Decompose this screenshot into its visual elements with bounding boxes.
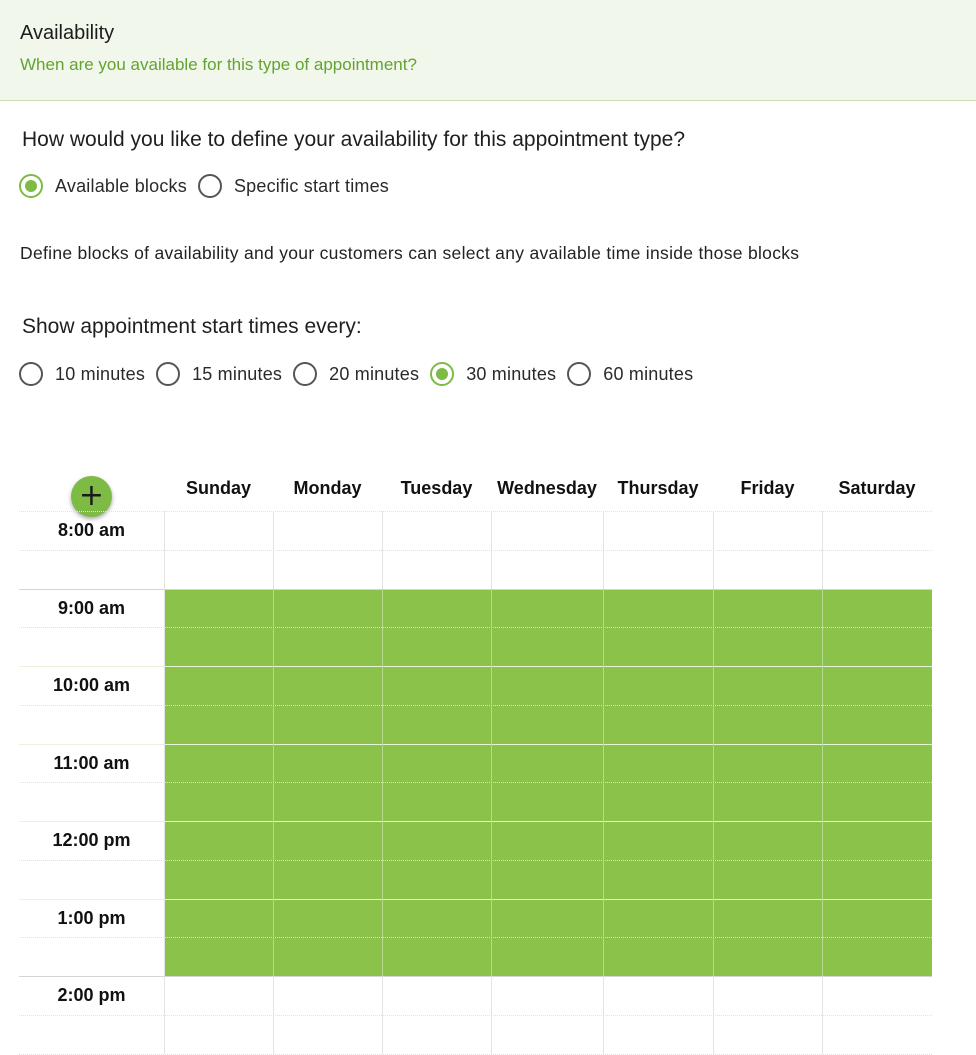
grid-row-line — [19, 976, 932, 977]
empty-slot[interactable] — [713, 976, 822, 1015]
available-slot[interactable] — [713, 860, 822, 899]
available-slot[interactable] — [382, 589, 491, 628]
available-slot[interactable] — [603, 860, 713, 899]
grid-column-line — [491, 589, 492, 977]
available-slot[interactable] — [273, 782, 382, 821]
empty-slot[interactable] — [382, 1015, 491, 1054]
day-header-tuesday: Tuesday — [400, 478, 473, 498]
available-slot[interactable] — [603, 782, 713, 821]
available-slot[interactable] — [713, 744, 822, 783]
empty-slot[interactable] — [822, 511, 932, 550]
available-slot[interactable] — [713, 899, 822, 938]
available-slot[interactable] — [164, 860, 273, 899]
available-slot[interactable] — [713, 782, 822, 821]
available-slot[interactable] — [164, 821, 273, 860]
available-slot[interactable] — [382, 705, 491, 744]
day-header-friday: Friday — [740, 478, 795, 498]
available-slot[interactable] — [603, 744, 713, 783]
grid-row-line — [19, 1054, 932, 1055]
interval-label: Show appointment start times every: — [22, 315, 362, 338]
available-slot[interactable] — [713, 705, 822, 744]
available-slot[interactable] — [822, 627, 932, 666]
empty-slot[interactable] — [273, 550, 382, 589]
available-slot[interactable] — [491, 860, 603, 899]
available-slot[interactable] — [603, 821, 713, 860]
radio-button-icon[interactable] — [156, 362, 180, 386]
available-slot[interactable] — [603, 589, 713, 628]
available-slot[interactable] — [491, 782, 603, 821]
section-header — [0, 0, 976, 101]
available-slot[interactable] — [713, 666, 822, 705]
available-slot[interactable] — [164, 937, 273, 976]
time-label: 1:00 pm — [57, 907, 126, 928]
interval-radio-group — [19, 362, 704, 386]
day-header-sunday: Sunday — [185, 478, 251, 498]
grid-row-line — [19, 666, 932, 667]
empty-slot[interactable] — [491, 1015, 603, 1054]
empty-slot[interactable] — [491, 511, 603, 550]
radio-button-icon[interactable] — [293, 362, 317, 386]
day-header-monday: Monday — [293, 478, 362, 498]
grid-row-line — [19, 550, 932, 551]
available-slot[interactable] — [713, 589, 822, 628]
available-slot[interactable] — [382, 744, 491, 783]
available-slot[interactable] — [273, 666, 382, 705]
empty-slot[interactable] — [603, 1015, 713, 1054]
available-slot[interactable] — [273, 821, 382, 860]
empty-slot[interactable] — [713, 511, 822, 550]
available-slot[interactable] — [273, 705, 382, 744]
grid-row-line — [19, 1015, 932, 1016]
radio-label: Available blocks — [55, 175, 187, 196]
radio-label: 60 minutes — [603, 363, 694, 384]
available-slot[interactable] — [382, 666, 491, 705]
available-slot[interactable] — [273, 627, 382, 666]
grid-row-line — [19, 821, 932, 822]
define-question: How would you like to define your availability for this appointment type? — [22, 128, 686, 151]
available-slot[interactable] — [164, 666, 273, 705]
empty-slot[interactable] — [382, 511, 491, 550]
available-slot[interactable] — [273, 744, 382, 783]
radio-option-specific-start-times[interactable] — [198, 174, 389, 198]
radio-option-15-minutes[interactable] — [156, 362, 282, 386]
available-slot[interactable] — [491, 666, 603, 705]
available-slot[interactable] — [713, 627, 822, 666]
empty-slot[interactable] — [713, 1015, 822, 1054]
available-slot[interactable] — [491, 589, 603, 628]
available-slot[interactable] — [822, 666, 932, 705]
available-slot[interactable] — [382, 821, 491, 860]
radio-label: 10 minutes — [55, 363, 146, 384]
available-slot[interactable] — [491, 937, 603, 976]
define-description: Define blocks of availability and your customers can select any available time inside those blocks — [20, 243, 800, 263]
radio-button-checked-icon[interactable] — [19, 174, 43, 198]
grid-row-line — [19, 899, 932, 900]
available-slot[interactable] — [822, 589, 932, 628]
empty-slot[interactable] — [164, 511, 273, 550]
grid-row-line — [19, 937, 932, 938]
grid-column-line — [273, 589, 274, 977]
available-slot[interactable] — [822, 821, 932, 860]
grid-row-line — [19, 782, 932, 783]
available-slot[interactable] — [491, 744, 603, 783]
radio-button-checked-icon[interactable] — [430, 362, 454, 386]
empty-slot[interactable] — [822, 1015, 932, 1054]
available-slot[interactable] — [273, 899, 382, 938]
available-slot[interactable] — [164, 589, 273, 628]
grid-row-line — [19, 511, 932, 512]
empty-slot[interactable] — [713, 550, 822, 589]
empty-slot[interactable] — [822, 550, 932, 589]
grid-row-line — [19, 744, 932, 745]
available-slot[interactable] — [822, 782, 932, 821]
available-slot[interactable] — [603, 899, 713, 938]
empty-slot[interactable] — [273, 976, 382, 1015]
available-slot[interactable] — [382, 782, 491, 821]
add-block-button[interactable]: + — [71, 476, 112, 517]
empty-slot[interactable] — [382, 976, 491, 1015]
grid-row-line — [19, 627, 932, 628]
empty-slot[interactable] — [273, 511, 382, 550]
radio-option-30-minutes[interactable] — [430, 362, 556, 386]
radio-label: 20 minutes — [329, 363, 420, 384]
time-label: 10:00 am — [52, 675, 131, 695]
day-header-saturday: Saturday — [838, 478, 916, 498]
available-slot[interactable] — [603, 705, 713, 744]
grid-column-line — [382, 589, 383, 977]
grid-row-line — [19, 705, 932, 706]
time-label: 12:00 pm — [52, 830, 131, 850]
available-slot[interactable] — [273, 589, 382, 628]
grid-column-line — [713, 589, 714, 977]
section-subtitle: When are you available for this type of appointment? — [20, 55, 417, 74]
radio-button-icon[interactable] — [198, 174, 222, 198]
section-title: Availability — [20, 22, 115, 44]
available-slot[interactable] — [164, 705, 273, 744]
available-slot[interactable] — [603, 937, 713, 976]
empty-slot[interactable] — [491, 550, 603, 589]
day-header-thursday: Thursday — [617, 478, 699, 498]
available-slot[interactable] — [713, 937, 822, 976]
grid-column-line — [164, 511, 165, 1054]
available-slot[interactable] — [603, 627, 713, 666]
grid-column-line — [603, 589, 604, 977]
empty-slot[interactable] — [164, 550, 273, 589]
available-slot[interactable] — [164, 744, 273, 783]
available-slot[interactable] — [491, 705, 603, 744]
grid-row-line — [19, 860, 932, 861]
available-slot[interactable] — [822, 899, 932, 938]
empty-slot[interactable] — [822, 976, 932, 1015]
define-radio-group — [19, 174, 400, 198]
available-slot[interactable] — [382, 899, 491, 938]
radio-label: 30 minutes — [466, 363, 557, 384]
available-slot[interactable] — [382, 937, 491, 976]
available-slot[interactable] — [491, 821, 603, 860]
available-slot[interactable] — [273, 860, 382, 899]
available-slot[interactable] — [164, 627, 273, 666]
empty-slot[interactable] — [603, 550, 713, 589]
radio-button-icon[interactable] — [19, 362, 43, 386]
radio-option-60-minutes[interactable] — [567, 362, 693, 386]
available-slot[interactable] — [273, 937, 382, 976]
radio-button-icon[interactable] — [567, 362, 591, 386]
available-slot[interactable] — [164, 782, 273, 821]
available-slot[interactable] — [822, 744, 932, 783]
available-slot[interactable] — [713, 821, 822, 860]
available-slot[interactable] — [164, 899, 273, 938]
available-slot[interactable] — [822, 937, 932, 976]
empty-slot[interactable] — [603, 511, 713, 550]
available-slot[interactable] — [382, 860, 491, 899]
radio-label: Specific start times — [233, 175, 389, 196]
time-label: 9:00 am — [57, 597, 126, 618]
available-slot[interactable] — [822, 860, 932, 899]
radio-label: 15 minutes — [192, 363, 283, 384]
empty-slot[interactable] — [382, 550, 491, 589]
radio-option-available-blocks[interactable] — [19, 174, 187, 198]
empty-slot[interactable] — [164, 976, 273, 1015]
time-label: 8:00 am — [57, 520, 126, 540]
grid-column-line — [822, 589, 823, 977]
available-slot[interactable] — [491, 899, 603, 938]
available-slot[interactable] — [822, 705, 932, 744]
radio-option-10-minutes[interactable] — [19, 362, 145, 386]
grid-row-line — [19, 589, 932, 590]
empty-slot[interactable] — [164, 1015, 273, 1054]
radio-option-20-minutes[interactable] — [293, 362, 419, 386]
empty-slot[interactable] — [491, 976, 603, 1015]
available-slot[interactable] — [603, 666, 713, 705]
time-label: 11:00 am — [53, 752, 130, 773]
time-label: 2:00 pm — [57, 985, 126, 1005]
availability-calendar-grid — [19, 470, 932, 1030]
day-header-wednesday: Wednesday — [497, 478, 597, 498]
empty-slot[interactable] — [603, 976, 713, 1015]
available-slot[interactable] — [382, 627, 491, 666]
available-slot[interactable] — [491, 627, 603, 666]
empty-slot[interactable] — [273, 1015, 382, 1054]
